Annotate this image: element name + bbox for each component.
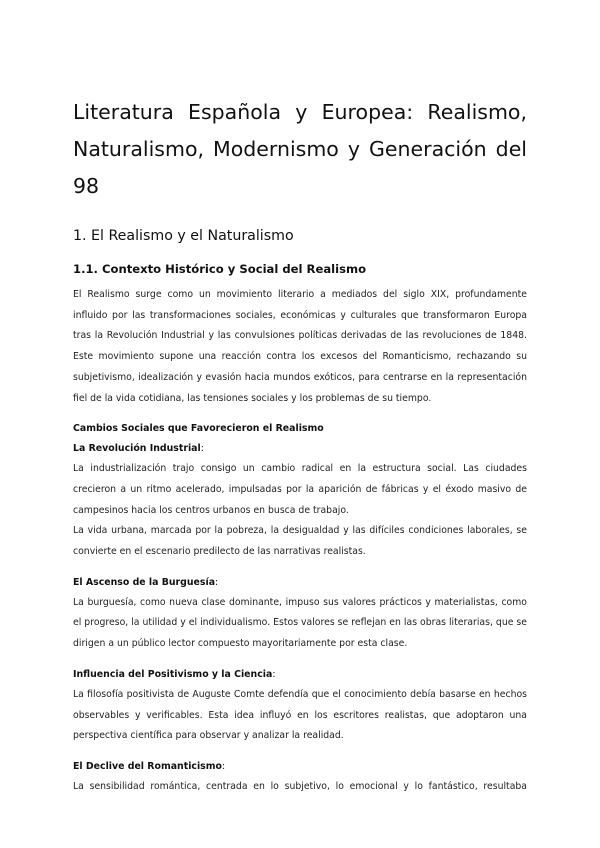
topic-heading-colon: :	[272, 668, 276, 680]
topic-heading-label: El Ascenso de la Burguesía	[73, 576, 216, 588]
intro-paragraph: El Realismo surge como un movimiento literario a mediados del siglo XIX, profundamente influido por las transformaciones sociales, económicas y culturales que transformaron Europa tras la Revolución Industrial y las convulsiones políticas derivadas de las revoluciones de 1848. Este movimiento supone una reacción contra los excesos del Romanticismo, rechazando su subjetivismo, idealización y evasión hacia mundos exóticos, para centrarse en la representación fiel de la vida cotidiana, las tensiones sociales y los problemas de su tiempo.	[73, 289, 527, 404]
subsection-heading: 1.1. Contexto Histórico y Social del Realismo	[73, 262, 367, 276]
document-title: Literatura Española y Europea: Realismo, Naturalismo, Modernismo y Generación del 98	[73, 100, 527, 198]
topic-paragraph: La vida urbana, marcada por la pobreza, la desigualdad y las difíciles condiciones laborales, se convierte en el escenario predilecto de las narrativas realistas.	[73, 525, 527, 558]
topic-heading-label: El Declive del Romanticismo	[73, 760, 222, 772]
changes-heading: Cambios Sociales que Favorecieron el Realismo	[73, 423, 324, 435]
topic-paragraph: La burguesía, como nueva clase dominante, impuso sus valores prácticos y materialistas, como el progreso, la utilidad y el individualismo. Estos valores se reflejan en las obras literarias, que se dirigen a un público lector compuesto mayoritariamente por esta clase.	[73, 596, 527, 650]
topic-paragraph: La sensibilidad romántica, centrada en lo subjetivo, lo emocional y lo fantástico, resultaba	[73, 780, 527, 792]
topic-paragraph: La industrialización trajo consigo un cambio radical en la estructura social. Las ciudades crecieron a un ritmo acelerado, impulsadas por la aparición de fábricas y el éxodo masivo de campesinos hacia los centros urbanos en busca de trabajo.	[73, 463, 527, 516]
topic-heading-label: La Revolución Industrial	[73, 443, 201, 455]
topic-paragraph: La filosofía positivista de Auguste Comte defendía que el conocimiento debía basarse en hechos observables y verificables. Esta idea influyó en los escritores realistas, que adoptaron una perspectiva científica para observar y analizar la realidad.	[73, 688, 527, 742]
topic-heading-colon: :	[221, 760, 226, 772]
topic-heading	[73, 665, 527, 685]
topic-heading	[73, 439, 527, 459]
topic-heading	[73, 757, 527, 777]
topic-heading	[73, 573, 527, 593]
section-heading: 1. El Realismo y el Naturalismo	[73, 228, 294, 244]
topic-heading-colon: :	[200, 443, 204, 455]
topic-heading-colon: :	[215, 576, 219, 588]
topic-heading-label: Influencia del Positivismo y la Ciencia	[73, 668, 273, 680]
